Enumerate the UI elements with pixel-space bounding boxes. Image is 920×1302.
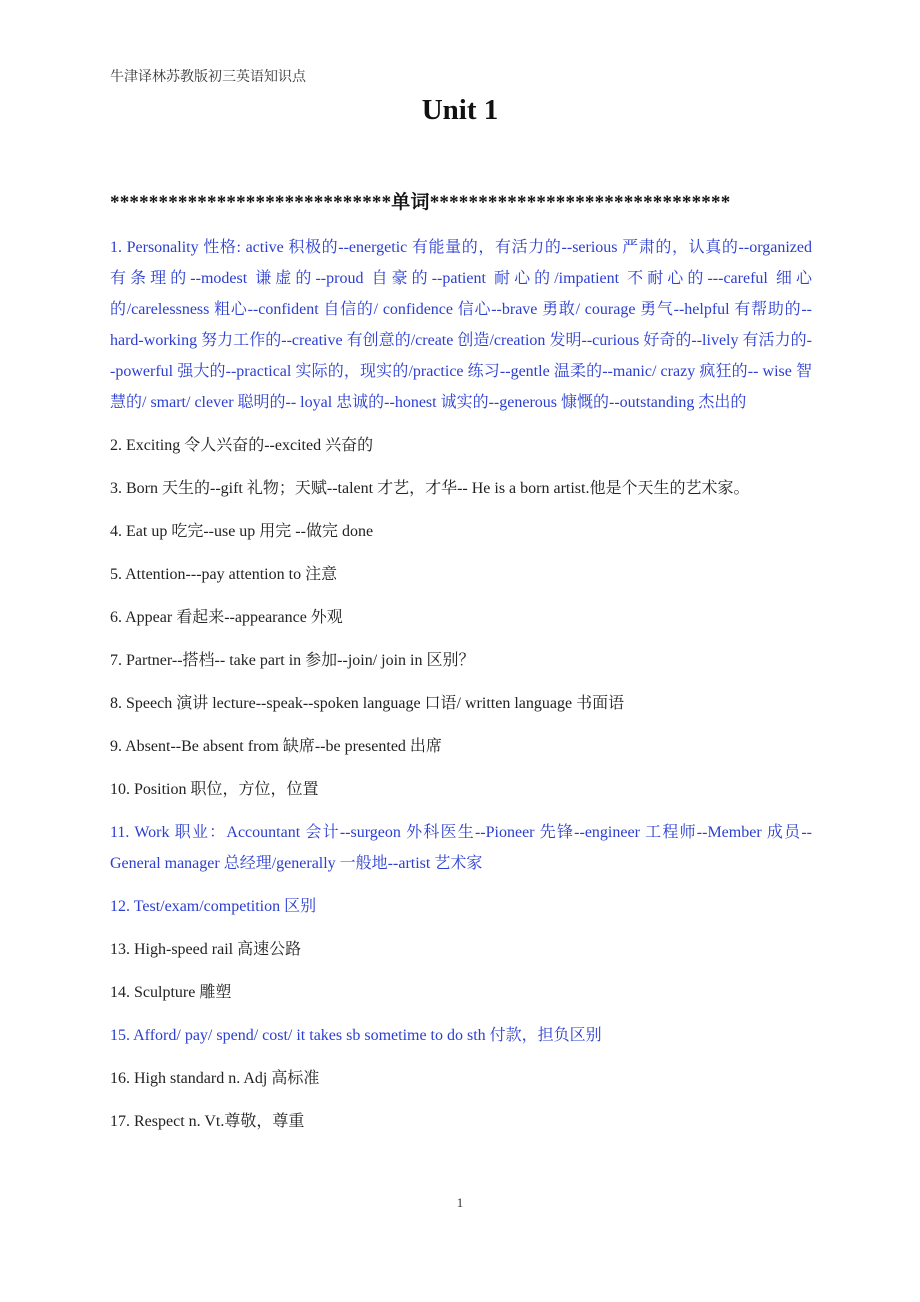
section-heading-vocabulary: *****************************单词*******************************	[110, 192, 731, 213]
list-item: 1. Personality 性格: active 积极的--energetic 有能量的，有活力的--serious 严肃的，认真的--organized 有条理的--modest 谦虚的--proud 自豪的--patient 耐心的/impatient 不耐心的---careful 细心的/carelessness 粗心--confident 自信的/ confidence 信心--brave 勇敢/ courage 勇气--helpful 有帮助的--hard-working 努力工作的--creative 有创意的/create 创造/creation 发明--curious 好奇的--lively 有活力的--powerful 强大的--practical 实际的，现实的/practice 练习--gentle 温柔的--manic/ crazy 疯狂的-- wise 智慧的/ smart/ clever 聪明的-- loyal 忠诚的--honest 诚实的--generous 慷慨的--outstanding 杰出的	[110, 239, 812, 411]
list-item: 5. Attention---pay attention to 注意	[110, 566, 338, 583]
list-item: 16. High standard n. Adj 高标准	[110, 1070, 320, 1087]
vocabulary-list	[110, 232, 812, 1149]
list-item: 9. Absent--Be absent from 缺席--be presented 出席	[110, 738, 442, 755]
list-item: 7. Partner--搭档-- take part in 参加--join/ join in 区别？	[110, 652, 475, 669]
page-number: 1	[456, 1195, 464, 1210]
list-item: 8. Speech 演讲 lecture--speak--spoken language 口语/ written language 书面语	[110, 695, 625, 712]
list-item: 2. Exciting 令人兴奋的--excited 兴奋的	[110, 437, 374, 454]
list-item: 13. High-speed rail 高速公路	[110, 941, 302, 958]
list-item: 14. Sculpture 雕塑	[110, 984, 232, 1001]
unit-title: Unit 1	[421, 94, 499, 126]
list-item: 17. Respect n. Vt.尊敬，尊重	[110, 1113, 305, 1130]
list-item: 12. Test/exam/competition 区别	[110, 898, 317, 915]
list-item: 6. Appear 看起来--appearance 外观	[110, 609, 343, 626]
running-header: 牛津译林苏教版初三英语知识点	[110, 70, 306, 85]
list-item: 15. Afford/ pay/ spend/ cost/ it takes sb sometime to do sth 付款，担负区别	[110, 1027, 602, 1044]
list-item: 11. Work 职业：Accountant 会计--surgeon 外科医生--Pioneer 先锋--engineer 工程师--Member 成员--General manager 总经理/generally 一般地--artist 艺术家	[110, 824, 812, 872]
list-item: 10. Position 职位，方位，位置	[110, 781, 319, 798]
list-item: 3. Born 天生的--gift 礼物；天赋--talent 才艺，才华-- He is a born artist.他是个天生的艺术家。	[110, 480, 750, 497]
list-item: 4. Eat up 吃完--use up 用完 --做完 done	[110, 523, 374, 540]
